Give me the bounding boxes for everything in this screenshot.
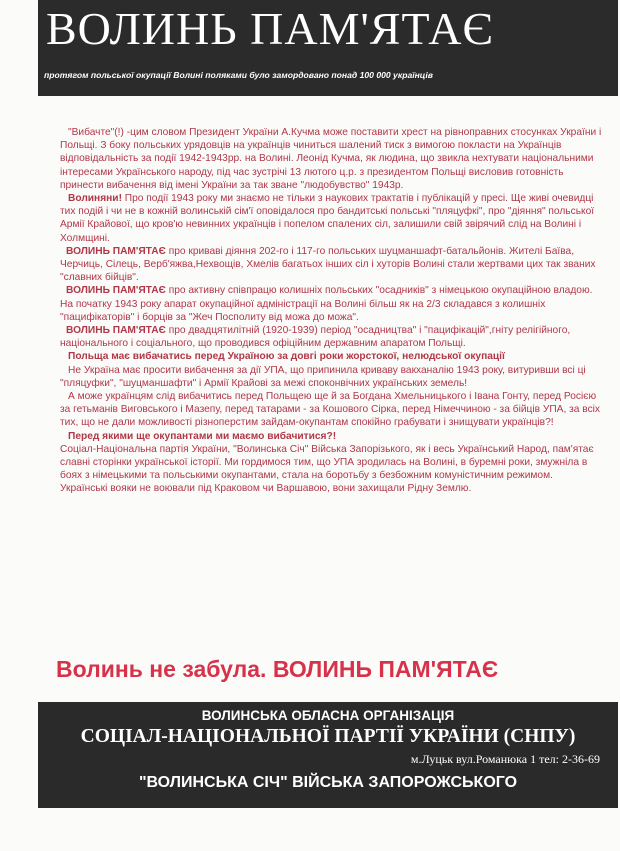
paragraph-intro	[60, 126, 602, 192]
paragraph-question-occupants: Перед якими ще окупантами ми маємо вибачитися?!	[68, 430, 337, 442]
paragraph-settlers	[60, 284, 602, 324]
paragraph-upa: Не Україна має просити вибачення за дії УПА, що припинила криваву вакханалію 1943 року, витуривши всі ці "пляцуфки", "шуцманшафти" і Армії Крайові за межі споконвічних українських земель!	[60, 364, 586, 389]
org-line-3: "ВОЛИНСЬКА СІЧ" ВІЙСЬКА ЗАПОРОЖСЬКОГО	[138, 774, 518, 791]
paragraph-text: Про події 1943 року ми знаємо не тільки з наукових трактатів і публікацій у пресі. Ще живі очевидці тих подій і чи не в кожній волинській сім'ї оповідалося про бандитські польські "пляцуфкі", про "діяння" польської Армії Крайової, що кров'ю невинних українців і попелом спалених сіл, залишили свій звірячий слід на Волині і Холмщині.	[60, 193, 595, 244]
header-banner	[38, 0, 618, 96]
address: м.Луцьк вул.Романюка 1 тел: 2-36-69	[410, 752, 600, 766]
page-title: ВОЛИНЬ ПАМ'ЯТАЄ	[46, 3, 494, 54]
article-body	[60, 126, 602, 496]
footer-banner	[38, 702, 618, 808]
paragraph-party: Соціал-Національна партія України, "Волинська Січ" Війська Запорізького, як і весь Український Народ, пам'ятає славні сторінки української історії. Ми гордимося тим, що УПА зродилась на Волині, в буремні роки, змужніла в боях з німецькими та польськими окупантами, стала на боротьбу з безбожним комуністичним режимом. Українські вояки не воювали під Краковом чи Варшавою, вони захищали Рідну Землю.	[60, 443, 594, 495]
paragraph-lead: ВОЛИНЬ ПАМ'ЯТАЄ	[66, 325, 166, 337]
slogan: Волинь не забула. ВОЛИНЬ ПАМ'ЯТАЄ	[56, 656, 499, 682]
header-subtitle: протягом польської окупації Волині поляками було замордовано понад 100 000 українців	[44, 70, 433, 80]
org-line-2: СОЦІАЛ-НАЦІОНАЛЬНОЇ ПАРТІЇ УКРАЇНИ (СНПУ)	[80, 726, 576, 747]
paragraph-question-poland: Польща має вибачатись перед Україною за довгі роки жорстокої, нелюдської окупації	[68, 351, 505, 363]
org-line-1: ВОЛИНСЬКА ОБЛАСНА ОРГАНІЗАЦІЯ	[201, 708, 455, 723]
paragraph-battalions	[60, 245, 602, 285]
paragraph-period	[60, 324, 602, 350]
paragraph-text: "Вибачте"(!) -цим словом Президент України А.Кучма може поставити хрест на рівноправних стосунках України і Польщі. З боку польських урядовців на українців чиниться шалений тиск з вимогою покласти на Українців відповідальність за події 1942-1943рр. на Волині. Леонід Кучма, як людина, що звикла нехтувати національними інтересами Українського народу, під час зустрічі 13 лютого ц.р. з президентом Польщі висловив готовність принести вибачення від імені України за так зване "людобувство" 1943р.	[60, 127, 602, 191]
paragraph-lead: Волиняни!	[68, 193, 122, 205]
paragraph-text: про активну співпрацю колишніх польських "осадників" з німецькою окупаційною владою. На початку 1943 року апарат окупаційної адміністрації на Волині більш як на 2/3 складався з колишніх "пацифікаторів" і борців за "Жеч Посполиту від можа до можа".	[60, 285, 593, 323]
paragraph-volynians	[60, 192, 602, 245]
paragraph-lead: ВОЛИНЬ ПАМ'ЯТАЄ	[66, 285, 166, 297]
paragraph-text: про двадцятилітній (1920-1939) період "осадництва" і "пацифікацій",гніту релігійного, національного і соціального, що проводився офіційним державним апаратом Польщі.	[60, 325, 571, 350]
paragraph-text: про криваві діяння 202-го і 117-го польських шуцманшафт-батальйонів. Жителі Баїва, Черчиць, Сілець, Верб'яжва,Нехвощів, Хмелів багатьох інших сіл і хуторів Волині стали жертвами цих так званих "славних бійців".	[60, 245, 596, 284]
paragraph-lead: ВОЛИНЬ ПАМ'ЯТАЄ	[66, 245, 166, 257]
paragraph-apology: А може українцям слід вибачитись перед Польщею ще й за Богдана Хмельницького і Івана Гонту, перед Росією за гетьманів Виговського і Мазепу, перед татарами - за Кошового Сірка, перед Німеччиною - за бійців УПА, за всіх тих, що не дали можливості різноперстим зайдам-окупантам спокійно грабувати і знищувати українців?!	[60, 391, 601, 429]
